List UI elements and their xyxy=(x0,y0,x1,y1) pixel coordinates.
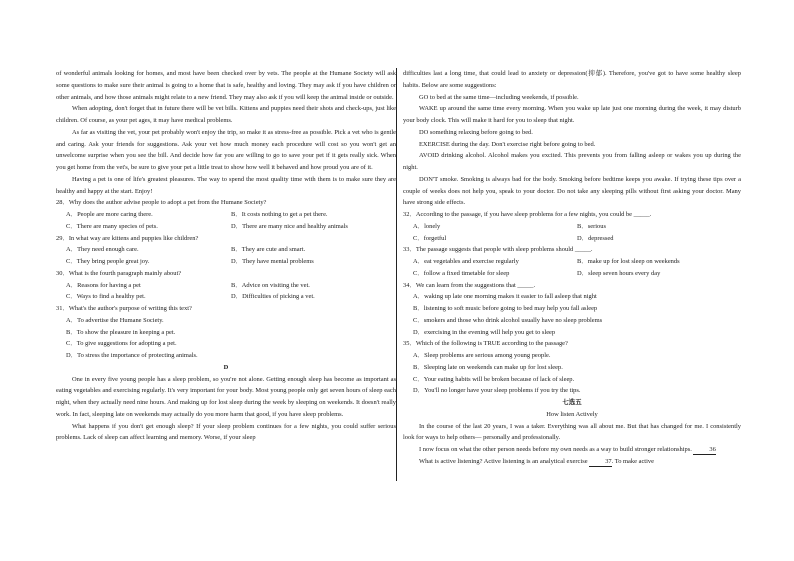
sleep-tip: DO something relaxing before going to bed. xyxy=(419,128,533,136)
option-d: D．They have mental problems xyxy=(231,258,314,265)
right-column xyxy=(403,68,741,468)
passage-d-paragraph-2: What happens if you don't get enough sleep? If your sleep problem continues for a few nights, you could suffer serious problems. Lack of sleep can affect learning and memory. Worse, if your sleep xyxy=(56,422,396,442)
blank-36: 36 xyxy=(693,445,715,455)
option-c: C．Your eating habits will be broken because of lack of sleep. xyxy=(413,375,575,383)
option-b: B．make up for lost sleep on weekends xyxy=(577,258,680,265)
question-stem: 32．According to the passage, if you have sleep problems for a few nights, you could be _____. xyxy=(403,211,652,218)
question-stem: 34．We can learn from the suggestions that _____. xyxy=(403,281,536,289)
blank-37: 37 xyxy=(589,457,611,467)
essay-title: How listen Actively xyxy=(546,410,598,418)
option-b: B．listening to soft music before going to bed may help you fall asleep xyxy=(413,305,598,312)
sleep-tip: WAKE up around the same time every morning. When you wake up late just one morning during the week, it may disturb your body clock. This will make it hard for you to sleep that night. xyxy=(403,105,741,124)
option-c: C．smokers and those who drink alcohol usually have no sleep problems xyxy=(413,316,603,324)
passage-c-paragraph-2: When adopting, don't forget that in future there will be vet bills. Kittens and puppies need their shots and check-ups, just like children. Of course, as your pet ages, it may have medical problems. xyxy=(56,105,396,124)
question-28 xyxy=(56,197,396,232)
option-d: D．To stress the importance of protecting animals. xyxy=(66,352,198,359)
essay-text: . To make active xyxy=(611,457,654,465)
column-divider xyxy=(396,68,397,481)
sleep-tip: EXERCISE during the day. Don't exercise right before going to bed. xyxy=(419,140,596,148)
option-a: A．lonely xyxy=(413,222,441,230)
question-33 xyxy=(403,244,741,279)
option-b: B．Sleeping late on weekends can make up for lost sleep. xyxy=(413,363,563,371)
option-a: A．They need enough care. xyxy=(66,246,139,254)
essay-paragraph-3 xyxy=(403,456,741,468)
section-d-heading: D xyxy=(223,363,229,371)
option-a: A．Sleep problems are serious among young people. xyxy=(413,352,551,359)
passage-c-paragraph-4: Having a pet is one of life's greatest pleasures. The way to spend the most quality time with them is to make sure they are healthy and happy at the start. Enjoy! xyxy=(56,175,396,195)
question-32 xyxy=(403,209,741,244)
option-b: B．They are cute and smart. xyxy=(231,246,306,254)
option-c: C．They bring people great joy. xyxy=(66,258,150,265)
question-31 xyxy=(56,303,396,362)
question-35 xyxy=(403,338,741,397)
option-d: D．depressed xyxy=(577,234,614,242)
question-34 xyxy=(403,280,741,339)
left-column xyxy=(56,68,396,444)
passage-c-paragraph-3: As far as visiting the vet, your pet probably won't enjoy the trip, so make it as stress-free as possible. Pick a vet who is gentle and caring. Ask your friends for suggestions. Ask your vet how much money each procedure will cost so you won't get an unwelcome surprise when you see the bill. And decide how far you are willing to go to save your pet if it gets really sick. When you get home from the vet's, be sure to give your pet a little treat to show how well it behaved and how proud you are of it. xyxy=(56,128,396,171)
option-c: C．forgetful xyxy=(413,234,447,242)
option-a: A．eat vegetables and exercise regularly xyxy=(413,258,519,265)
passage-d-paragraph-3: difficulties last a long time, that could lead to anxiety or depression(抑郁). Therefore, you've got to have some healthy sleep habits. Below are some suggestions: xyxy=(403,70,741,89)
option-d: D．You'll no longer have your sleep problems if you try the tips. xyxy=(413,387,581,395)
option-c: C．To give suggestions for adopting a pet. xyxy=(66,340,177,348)
question-stem: 30．What is the fourth paragraph mainly about? xyxy=(56,269,182,277)
question-30 xyxy=(56,268,396,303)
essay-text: I now focus on what the other person needs before my own needs as a way to build stronger relationships. xyxy=(419,446,692,453)
option-b: B．It costs nothing to get a pet there. xyxy=(231,211,328,218)
option-d: D．Difficulties of picking a vet. xyxy=(231,293,315,301)
essay-text: What is active listening? Active listening is an analytical exercise xyxy=(419,457,588,465)
option-a: A．To advertise the Humane Society. xyxy=(66,316,164,324)
option-d: D．exercising in the evening will help you get to sleep xyxy=(413,328,556,336)
question-29 xyxy=(56,233,396,268)
option-d: D．There are many nice and healthy animals xyxy=(231,222,348,230)
essay-paragraph-2 xyxy=(403,444,741,456)
sleep-tip: DON'T smoke. Smoking is always bad for the body. Smoking before bedtime keeps you awake. If trying these tips over a couple of weeks does not help you, speak to your doctor. Do not take any sleeping pills without first asking your doctor. Many have strong side effects. xyxy=(403,175,741,207)
option-a: A．People are more caring there. xyxy=(66,211,153,218)
option-c: C．follow a fixed timetable for sleep xyxy=(413,269,510,277)
question-stem: 31．What's the author's purpose of writing this text? xyxy=(56,305,192,312)
option-c: C．Ways to find a healthy pet. xyxy=(66,293,146,301)
passage-d-paragraph-1: One in every five young people has a sleep problem, so you're not alone. Getting enough sleep has become as important as eating vegetables and exercising regularly. It's very important for your body. Most young people only get seven hours of sleep each night, when they actually need nine hours. And making up for lost sleep during the week by sleeping on weekends. It doesn't really work. In fact, sleeping late on weekends may actually do you more harm that good, if you have sleep problems. xyxy=(56,375,396,418)
section-heading: 七选五 xyxy=(562,399,582,406)
option-c: C．There are many species of pets. xyxy=(66,222,158,230)
option-b: B．To show the pleasure in keeping a pet. xyxy=(66,328,176,336)
question-stem: 29．In what way are kittens and puppies like children? xyxy=(56,234,199,242)
option-a: A．waking up late one morning makes it easier to fall asleep that night xyxy=(413,293,597,301)
passage-c-paragraph-1: of wonderful animals looking for homes, and most have been checked over by vets. The people at the Humane Society will ask some questions to make sure their animal is going to a home that is safe, healthy and loving. They may ask if you have children or other animals, and how those animals might relate to a new friend. They may also ask if you will keep the animal inside or outside. xyxy=(56,70,396,101)
option-b: B．serious xyxy=(577,222,606,230)
option-d: D．sleep seven hours every day xyxy=(577,269,661,277)
essay-paragraph-1: In the course of the last 20 years, I was a taker. Everything was all about me. But that has changed for me. I consistently look for ways to help others— personally and professionally. xyxy=(403,422,741,442)
question-stem: 35．Which of the following is TRUE according to the passage? xyxy=(403,340,568,348)
sleep-tip: GO to bed at the same time—including weekends, if possible. xyxy=(419,93,579,101)
option-a: A．Reasons for having a pet xyxy=(66,281,141,289)
sleep-tip: AVOID drinking alcohol. Alcohol makes you excited. This prevents you from falling asleep or wakes you up during the night. xyxy=(403,152,741,171)
question-stem: 33．The passage suggests that people with sleep problems should _____. xyxy=(403,246,593,254)
option-b: B．Advice on visiting the vet. xyxy=(231,281,310,289)
question-stem: 28．Why does the author advise people to adopt a pet from the Humane Society? xyxy=(56,199,267,207)
